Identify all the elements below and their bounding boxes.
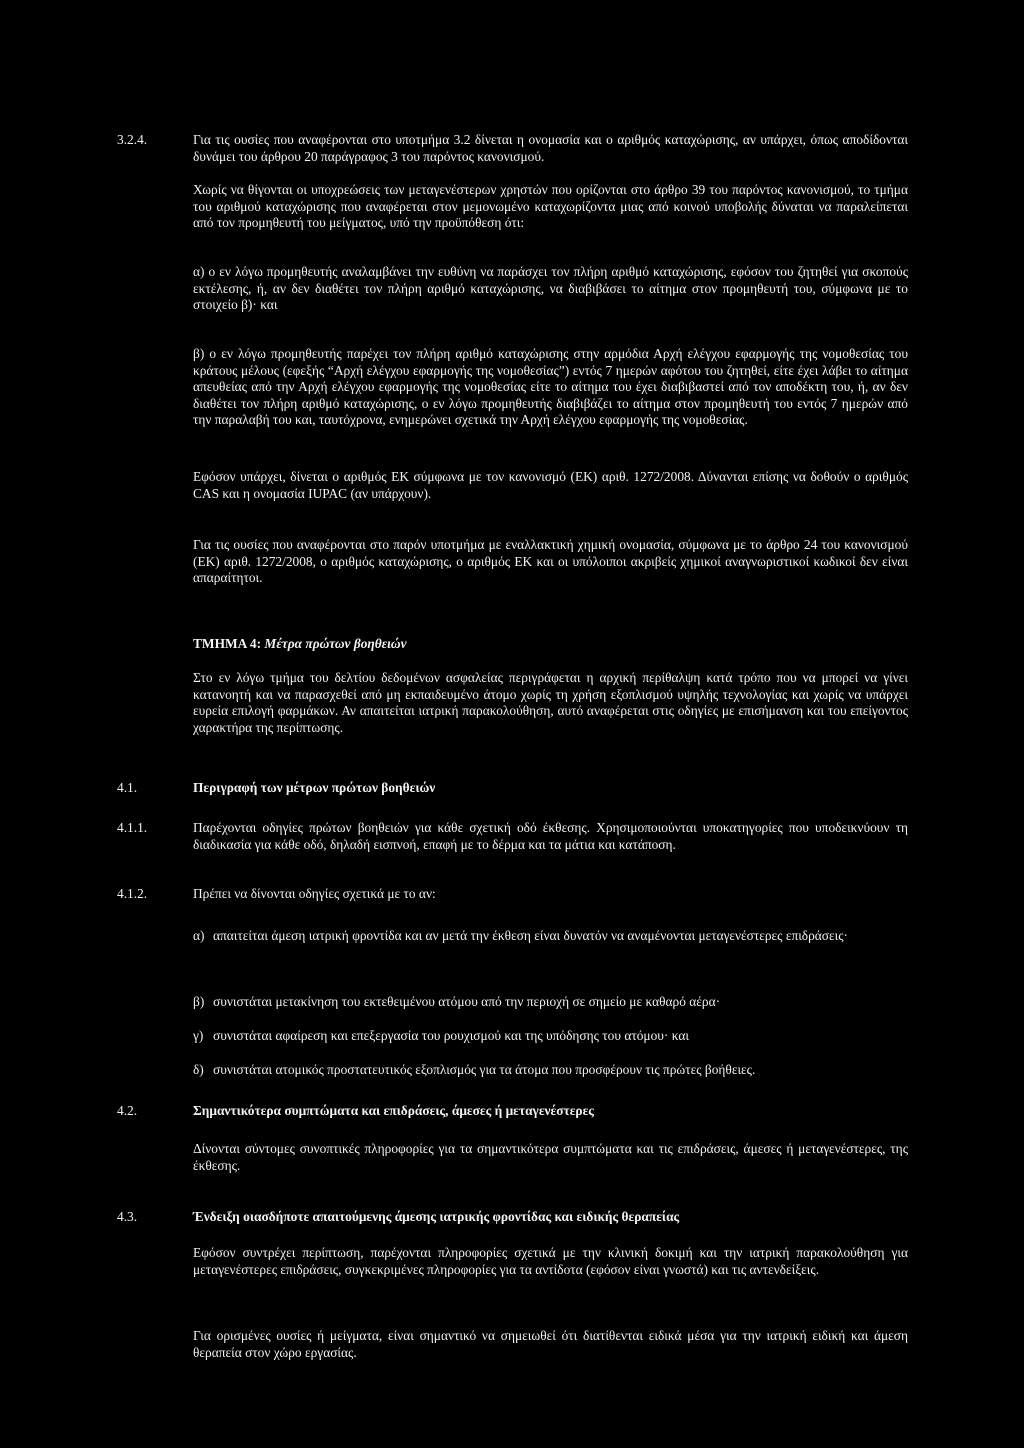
list-item xyxy=(193,928,908,945)
section-4-1-title: Περιγραφή των μέτρων πρώτων βοηθειών xyxy=(193,780,436,795)
list-item-text: συνιστάται αφαίρεση και επεξεργασία του ρουχισμού και της υπόδησης του ατόμου· και xyxy=(213,1028,689,1043)
section-4-title-italic: Μέτρα πρώτων βοηθειών xyxy=(264,636,407,651)
section-4-2-title: Σημαντικότερα συμπτώματα και επιδράσεις, άμεσες ή μεταγενέστερες xyxy=(193,1103,594,1118)
list-item xyxy=(193,1062,908,1079)
section-4-3-title: Ένδειξη οιασδήποτε απαιτούμενης άμεσης ιατρικής φροντίδας και ειδικής θεραπείας xyxy=(193,1209,680,1224)
section-4-intro: Στο εν λόγω τμήμα του δελτίου δεδομένων ασφαλείας περιγράφεται η αρχική περίθαλψη κατά τρόπο που να μπορεί να γίνει κατανοητή και να παρασχεθεί από μη εκπαιδευμένο άτομο χωρίς τη χρήση εξοπλισμού υψηλής τεχνολογίας και χωρίς να υπάρχει ευρεία επιλογή φαρμάκων. Αν απαιτείται ιατρική παρακολούθηση, αυτό αναφέρεται στις οδηγίες με επισήμανση και του επείγοντος χαρακτήρα της περίπτωσης. xyxy=(193,670,908,735)
section-4-2-text: Δίνονται σύντομες συνοπτικές πληροφορίες για τα σημαντικότερα συμπτώματα και τις επιδράσεις, άμεσες ή μεταγενέστερες, της έκθεσης. xyxy=(193,1141,908,1173)
section-4-1-2-text: Πρέπει να δίνονται οδηγίες σχετικά με το αν: xyxy=(193,886,436,901)
section-number-4-1-2: 4.1.2. xyxy=(117,886,148,901)
section-4-1-1-text: Παρέχονται οδηγίες πρώτων βοηθειών για κάθε σχετική οδό έκθεσης. Χρησιμοποιούνται υποκατηγορίες που υποδεικνύουν τη διαδικασία για κάθε οδό, δηλαδή εισπνοή, επαφή με το δέρμα και τα μάτια και κατάποση. xyxy=(193,820,908,852)
paragraph-item-a: α) ο εν λόγω προμηθευτής αναλαμβάνει την ευθύνη να παράσχει τον πλήρη αριθμό καταχώρισης, εφόσον του ζητηθεί για σκοπούς εκτέλεσης, ή, αν δεν διαθέτει τον πλήρη αριθμό καταχώρισης, να διαβιβάσει το αίτημα στον προμηθευτή του, σύμφωνα με το στοιχείο β)· και xyxy=(193,264,908,313)
paragraph-item-b: β) ο εν λόγω προμηθευτής παρέχει τον πλήρη αριθμό καταχώρισης στην αρμόδια Αρχή ελέγχου εφαρμογής της νομοθεσίας του κράτους μέλους (εφεξής “Αρχή ελέγχου εφαρμογής της νομοθεσίας”) εντός 7 ημερών αφότου του ζητηθεί, είτε έχει λάβει το αίτημα απευθείας από την Αρχή ελέγχου εφαρμογής της νομοθεσίας είτε το αίτημα του έχει διαβιβαστεί από τον αποδέκτη του, ή, αν δεν διαθέτει τον πλήρη αριθμό καταχώρισης, ο εν λόγω προμηθευτής διαβιβάζει το αίτημα στον προμηθευτή του εντός 7 ημερών από την παραλαβή του και, ταυτόχρονα, ενημερώνει σχετικά την Αρχή ελέγχου εφαρμογής της νομοθεσίας. xyxy=(193,346,908,428)
paragraph-alternative-name: Για τις ουσίες που αναφέρονται στο παρόν υποτμήμα με εναλλακτική χημική ονομασία, σύμφωνα με το άρθρο 24 του κανονισμού (ΕΚ) αριθ. 1272/2008, ο αριθμός καταχώρισης, ο αριθμός ΕΚ και οι υπόλοιποι ακριβείς χημικοί αναγνωριστικοί κωδικοί δεν είναι απαραίτητοι. xyxy=(193,537,908,586)
list-item-text: απαιτείται άμεση ιατρική φροντίδα και αν μετά την έκθεση είναι δυνατόν να αναμένονται μεταγενέστερες επιδράσεις· xyxy=(213,928,849,943)
section-number-4-2: 4.2. xyxy=(117,1103,138,1118)
section-4-title xyxy=(193,636,908,653)
paragraph-ec-number: Εφόσον υπάρχει, δίνεται ο αριθμός ΕΚ σύμφωνα με τον κανονισμό (ΕΚ) αριθ. 1272/2008. Δύνανται επίσης να δοθούν ο αριθμός CAS και η ονομασία IUPAC (αν υπάρχουν). xyxy=(193,469,908,501)
paragraph-3-2-4-intro: Για τις ουσίες που αναφέρονται στο υποτμήμα 3.2 δίνεται η ονομασία και ο αριθμός καταχώρισης, αν υπάρχει, όπως αποδίδονται δυνάμει του άρθρου 20 παράγραφος 3 του παρόντος κανονισμού. xyxy=(193,132,908,164)
list-item-marker: α) xyxy=(193,928,205,943)
list-item-text: συνιστάται ατομικός προστατευτικός εξοπλισμός για τα άτομα που προσφέρουν τις πρώτες βοήθειες. xyxy=(213,1062,756,1077)
section-4-3-text-2: Για ορισμένες ουσίες ή μείγματα, είναι σημαντικό να σημειωθεί ότι διατίθενται ειδικά μέσα για την ιατρική ειδική και άμεση θεραπεία στον χώρο εργασίας. xyxy=(193,1328,908,1360)
list-item-marker: γ) xyxy=(193,1028,204,1043)
section-number-4-3: 4.3. xyxy=(117,1209,138,1224)
section-4-3-text-1: Εφόσον συντρέχει περίπτωση, παρέχονται πληροφορίες σχετικά με την κλινική δοκιμή και την ιατρική παρακολούθηση για μεταγενέστερες επιδράσεις, συγκεκριμένες πληροφορίες για τα αντίδοτα (εφόσον είναι γνωστά) και τις αντενδείξεις. xyxy=(193,1245,908,1277)
section-number-4-1-1: 4.1.1. xyxy=(117,820,148,835)
section-number-4-1: 4.1. xyxy=(117,780,138,795)
list-item-text: συνιστάται μετακίνηση του εκτεθειμένου ατόμου από την περιοχή σε σημείο με καθαρό αέρα· xyxy=(213,994,721,1009)
list-item xyxy=(193,1028,908,1045)
list-item xyxy=(193,994,908,1011)
list-item-marker: β) xyxy=(193,994,205,1009)
list-item-marker: δ) xyxy=(193,1062,204,1077)
paragraph-3-2-4-registration-omission: Χωρίς να θίγονται οι υποχρεώσεις των μεταγενέστερων χρηστών που ορίζονται στο άρθρο 39 του παρόντος κανονισμού, το τμήμα του αριθμού καταχώρισης που αναφέρεται στον μεμονωμένο καταχωρίζοντα μιας από κοινού υποβολής δύναται να παραλείπεται από τον προμηθευτή του μείγματος, υπό την προϋπόθεση ότι: xyxy=(193,182,908,231)
section-number-3-2-4: 3.2.4. xyxy=(117,132,148,147)
section-4-title-prefix: ΤΜΗΜΑ 4: xyxy=(193,636,265,651)
